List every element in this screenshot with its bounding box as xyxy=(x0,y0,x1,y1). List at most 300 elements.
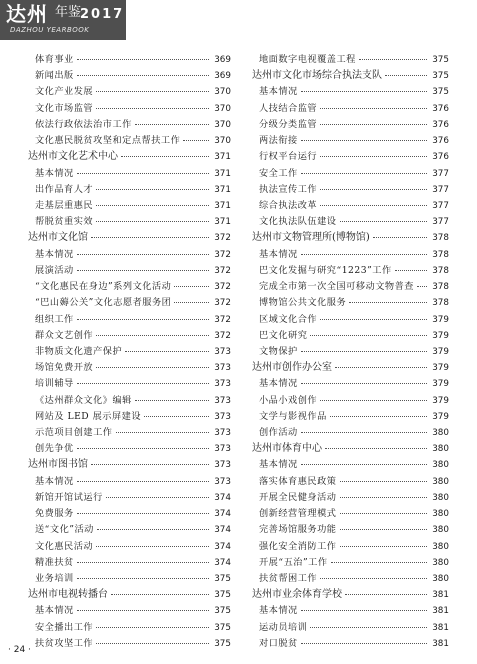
toc-entry xyxy=(28,522,231,538)
toc-entry xyxy=(252,328,449,344)
toc-entry xyxy=(28,198,231,214)
toc-entry xyxy=(252,52,449,68)
toc-entry-page: 377 xyxy=(432,200,449,211)
toc-entry xyxy=(28,555,231,571)
dot-leader xyxy=(183,140,209,141)
toc-entry-page: 379 xyxy=(432,411,449,422)
toc-entry-page: 372 xyxy=(214,298,231,309)
dot-leader xyxy=(301,140,427,141)
dot-leader xyxy=(301,351,427,352)
toc-entry xyxy=(252,344,449,360)
toc-entry-page: 375 xyxy=(214,606,231,617)
toc-entry-title: 执法宣传工作 xyxy=(259,183,318,195)
dot-leader xyxy=(91,464,209,465)
dot-leader xyxy=(340,546,428,547)
toc-entry xyxy=(28,68,231,84)
toc-entry-title: 群众文艺创作 xyxy=(35,329,94,341)
toc-section-entry xyxy=(28,587,231,603)
toc-entry xyxy=(28,279,231,295)
toc-entry xyxy=(28,360,231,376)
toc-entry-page: 372 xyxy=(214,249,231,260)
dot-leader xyxy=(310,627,427,628)
toc-entry-title: 培训辅导 xyxy=(35,378,74,390)
banner-city-name: 达州 xyxy=(6,2,48,26)
toc-entry xyxy=(28,603,231,619)
toc-entry-page: 381 xyxy=(432,590,449,601)
dot-leader xyxy=(340,481,428,482)
dot-leader xyxy=(320,189,427,190)
banner-year: 2017 xyxy=(80,7,125,22)
toc-entry-page: 370 xyxy=(214,87,231,98)
toc-entry-page: 380 xyxy=(432,444,449,455)
toc-entry-title: 完善场馆服务功能 xyxy=(259,524,337,536)
toc-entry-page: 379 xyxy=(432,363,449,374)
toc-entry xyxy=(252,182,449,198)
toc-entry-page: 381 xyxy=(432,622,449,633)
toc-entry xyxy=(28,490,231,506)
toc-entry-title: 展演活动 xyxy=(35,264,74,276)
toc-entry-page: 373 xyxy=(214,411,231,422)
dot-leader xyxy=(96,643,209,644)
toc-entry xyxy=(252,571,449,587)
dot-leader xyxy=(77,254,209,255)
toc-entry-title: 文物保护 xyxy=(259,345,298,357)
toc-entry xyxy=(28,344,231,360)
toc-entry xyxy=(252,295,449,311)
banner-nianjian: 年鉴 xyxy=(55,5,82,20)
toc-entry-page: 371 xyxy=(214,200,231,211)
toc-entry xyxy=(252,636,449,652)
dot-leader xyxy=(106,497,209,498)
dot-leader xyxy=(77,59,209,60)
toc-entry-title: 文化执法队伍建设 xyxy=(259,216,337,228)
toc-entry xyxy=(28,376,231,392)
toc-entry xyxy=(28,182,231,198)
toc-entry-page: 373 xyxy=(214,476,231,487)
dot-leader xyxy=(301,254,427,255)
dot-leader xyxy=(325,448,427,449)
toc-entry-title: 达州市文化馆 xyxy=(28,232,88,244)
toc-entry-title: 强化安全消防工作 xyxy=(259,540,337,552)
toc-entry-title: 依法行政依法治市工作 xyxy=(35,118,132,130)
toc-entry xyxy=(28,539,231,555)
toc-entry-title: 新馆开馆试运行 xyxy=(35,491,103,503)
toc-entry-page: 373 xyxy=(214,346,231,357)
dot-leader xyxy=(320,319,427,320)
toc-entry-title: 免费服务 xyxy=(35,508,74,520)
toc-entry-title: 基本情况 xyxy=(35,605,74,617)
toc-entry-title: 扶贫攻坚工作 xyxy=(35,637,94,649)
toc-entry-title: “文化惠民在身边”系列文化活动 xyxy=(35,281,172,293)
toc-entry-title: 文化产业发展 xyxy=(35,86,94,98)
dot-leader xyxy=(96,108,209,109)
dot-leader xyxy=(359,59,427,60)
toc-entry-title: 达州市体育中心 xyxy=(252,443,322,455)
toc-entry-page: 375 xyxy=(214,638,231,649)
toc-entry xyxy=(28,295,231,311)
dot-leader xyxy=(340,529,428,530)
toc-entry-title: 基本情况 xyxy=(35,167,74,179)
dot-leader xyxy=(340,497,428,498)
dot-leader xyxy=(301,173,427,174)
dot-leader xyxy=(77,562,209,563)
toc-entry-title: 文化惠民脱贫攻坚和定点帮扶工作 xyxy=(35,135,181,147)
toc-entry-page: 376 xyxy=(432,152,449,163)
toc-entry xyxy=(252,101,449,117)
toc-entry-page: 380 xyxy=(432,574,449,584)
dot-leader xyxy=(96,335,209,336)
toc-entry-page: 379 xyxy=(432,395,449,406)
dot-leader xyxy=(385,75,427,76)
toc-entry-title: 走基层重惠民 xyxy=(35,199,94,211)
toc-entry-title: 开展全民健身活动 xyxy=(259,491,337,503)
toc-entry-page: 372 xyxy=(214,330,231,341)
toc-entry-page: 371 xyxy=(214,168,231,179)
toc-entry xyxy=(252,490,449,506)
toc-entry xyxy=(252,539,449,555)
toc-entry xyxy=(28,506,231,522)
toc-entry xyxy=(252,198,449,214)
toc-entry-title: 网站及 LED 展示屏建设 xyxy=(35,410,142,422)
toc-section-entry xyxy=(252,360,449,376)
toc-section-entry xyxy=(252,68,449,84)
dot-leader xyxy=(77,610,209,611)
toc-entry-page: 374 xyxy=(214,557,231,568)
dot-leader xyxy=(174,286,209,287)
toc-entry xyxy=(28,263,231,279)
toc-section-entry xyxy=(252,230,449,246)
toc-entry-title: 开展“五治”工作 xyxy=(259,556,328,568)
page-number: · 24 · xyxy=(8,645,31,655)
toc-entry-title: 精准扶贫 xyxy=(35,556,74,568)
toc-entry-page: 377 xyxy=(432,168,449,179)
toc-entry-page: 373 xyxy=(214,428,231,439)
toc-entry xyxy=(252,149,449,165)
toc-entry-title: 运动员培训 xyxy=(259,621,308,633)
toc-entry xyxy=(28,393,231,409)
toc-entry-page: 379 xyxy=(432,346,449,357)
toc-entry xyxy=(252,117,449,133)
dot-leader xyxy=(96,627,209,628)
dot-leader xyxy=(77,173,209,174)
toc-entry-title: 两法衔接 xyxy=(259,135,298,147)
toc-entry-title: 博物馆公共文化服务 xyxy=(259,297,347,309)
toc-entry-title: 行权平台运行 xyxy=(259,151,318,163)
toc-entry-page: 380 xyxy=(432,525,449,536)
toc-entry xyxy=(252,312,449,328)
dot-leader xyxy=(395,270,427,271)
toc-entry-title: 巴文化发掘与研究“1223”工作 xyxy=(259,264,392,276)
toc-entry xyxy=(252,393,449,409)
toc-entry-title: 完成全市第一次全国可移动文物普查 xyxy=(259,281,414,293)
toc-entry xyxy=(28,133,231,149)
toc-entry-page: 378 xyxy=(432,282,449,293)
toc-entry-page: 371 xyxy=(214,152,231,163)
toc-entry xyxy=(252,522,449,538)
toc-entry xyxy=(252,376,449,392)
toc-entry-page: 373 xyxy=(214,444,231,455)
toc-entry-title: “巴山薅公关”文化志愿者服务团 xyxy=(35,297,172,309)
toc-entry-title: 基本情况 xyxy=(259,605,298,617)
dot-leader xyxy=(91,237,209,238)
toc-entry-page: 379 xyxy=(432,379,449,390)
toc-entry-page: 380 xyxy=(432,541,449,552)
toc-right-column xyxy=(252,52,449,652)
toc-entry-page: 375 xyxy=(432,71,449,82)
toc-entry-page: 377 xyxy=(432,217,449,228)
toc-entry-title: 创新经营管理模式 xyxy=(259,508,337,520)
toc-section-entry xyxy=(252,441,449,457)
toc-entry xyxy=(28,101,231,117)
toc-entry-title: 新闻出版 xyxy=(35,70,74,82)
toc-entry xyxy=(252,474,449,490)
toc-entry xyxy=(252,506,449,522)
toc-entry-page: 372 xyxy=(214,265,231,276)
toc-entry xyxy=(252,214,449,230)
dot-leader xyxy=(320,124,427,125)
dot-leader xyxy=(301,610,427,611)
toc-entry-page: 381 xyxy=(432,606,449,617)
dot-leader xyxy=(96,546,209,547)
dot-leader xyxy=(77,513,209,514)
toc-entry-title: 对口脱贫 xyxy=(259,637,298,649)
dot-leader xyxy=(373,237,427,238)
dot-leader xyxy=(135,124,209,125)
toc-entry-title: 落实体育惠民政策 xyxy=(259,475,337,487)
toc-entry-title: 基本情况 xyxy=(259,248,298,260)
toc-entry-title: 出作品育人才 xyxy=(35,183,94,195)
toc-entry-title: 达州市创作办公室 xyxy=(252,362,332,374)
toc-entry xyxy=(28,117,231,133)
toc-entry xyxy=(252,166,449,182)
toc-entry-title: 业务培训 xyxy=(35,573,74,584)
toc-entry-page: 379 xyxy=(432,314,449,325)
dot-leader xyxy=(345,594,427,595)
toc-entry-page: 375 xyxy=(214,622,231,633)
toc-entry-title: 达州市图书馆 xyxy=(28,459,88,471)
toc-entry-title: 达州市文物管理所(博物馆) xyxy=(252,232,370,244)
toc-entry-page: 369 xyxy=(214,55,231,65)
dot-leader xyxy=(144,416,209,417)
toc-entry-page: 374 xyxy=(214,492,231,503)
toc-entry-page: 369 xyxy=(214,71,231,82)
dot-leader xyxy=(301,432,427,433)
dot-leader xyxy=(310,335,427,336)
toc-entry-title: 达州市文化艺术中心 xyxy=(28,151,118,163)
toc-entry xyxy=(252,263,449,279)
toc-entry-page: 378 xyxy=(432,233,449,244)
toc-entry-title: 基本情况 xyxy=(259,459,298,471)
toc-section-entry xyxy=(28,457,231,473)
toc-entry-page: 372 xyxy=(214,233,231,244)
toc-entry-page: 371 xyxy=(214,184,231,195)
toc-entry-title: 文化市场监管 xyxy=(35,102,94,114)
toc-entry-title: 创作活动 xyxy=(259,427,298,439)
toc-entry xyxy=(28,328,231,344)
banner-english-title: DAZHOU YEARBOOK xyxy=(10,26,90,34)
toc-entry-page: 373 xyxy=(214,379,231,390)
toc-entry-page: 372 xyxy=(214,314,231,325)
toc-entry xyxy=(252,279,449,295)
dot-leader xyxy=(349,302,427,303)
dot-leader xyxy=(77,270,209,271)
toc-entry-title: 扶贫帮困工作 xyxy=(259,573,318,584)
dot-leader xyxy=(301,383,427,384)
toc-entry-title: 地面数字电视覆盖工程 xyxy=(259,54,356,65)
toc-entry xyxy=(28,247,231,263)
toc-entry-page: 380 xyxy=(432,509,449,520)
toc-entry-page: 378 xyxy=(432,249,449,260)
toc-entry-page: 380 xyxy=(432,492,449,503)
toc-entry-page: 372 xyxy=(214,282,231,293)
toc-entry xyxy=(28,636,231,652)
toc-entry-page: 376 xyxy=(432,103,449,114)
toc-entry xyxy=(28,84,231,100)
toc-entry-title: 综合执法改革 xyxy=(259,199,318,211)
dot-leader xyxy=(135,400,209,401)
toc-entry xyxy=(252,425,449,441)
dot-leader xyxy=(320,108,427,109)
dot-leader xyxy=(116,432,210,433)
dot-leader xyxy=(301,91,427,92)
toc-entry xyxy=(252,457,449,473)
toc-entry-page: 371 xyxy=(214,217,231,228)
toc-entry xyxy=(252,84,449,100)
dot-leader xyxy=(96,189,209,190)
toc-entry-page: 374 xyxy=(214,525,231,536)
toc-entry xyxy=(252,603,449,619)
toc-entry-page: 374 xyxy=(214,541,231,552)
dot-leader xyxy=(320,578,427,579)
dot-leader xyxy=(77,448,209,449)
toc-entry-page: 380 xyxy=(432,460,449,471)
toc-entry-page: 373 xyxy=(214,395,231,406)
dot-leader xyxy=(96,205,209,206)
toc-entry xyxy=(28,166,231,182)
toc-entry xyxy=(28,409,231,425)
toc-entry xyxy=(28,474,231,490)
toc-entry xyxy=(28,441,231,457)
toc-entry-page: 375 xyxy=(214,574,231,584)
dot-leader xyxy=(77,383,209,384)
toc-entry-page: 377 xyxy=(432,184,449,195)
toc-entry xyxy=(252,247,449,263)
toc-entry-title: 非物质文化遗产保护 xyxy=(35,345,123,357)
dot-leader xyxy=(77,578,209,579)
dot-leader xyxy=(320,400,427,401)
toc-entry-page: 381 xyxy=(432,638,449,649)
toc-entry-title: 安全工作 xyxy=(259,167,298,179)
toc-entry xyxy=(252,555,449,571)
toc-entry-page: 380 xyxy=(432,557,449,568)
toc-entry-page: 375 xyxy=(432,87,449,98)
toc-entry-title: 达州市业余体育学校 xyxy=(252,589,342,601)
toc-entry-page: 370 xyxy=(214,103,231,114)
dot-leader xyxy=(111,594,209,595)
toc-entry-title: 人技结合监管 xyxy=(259,102,318,114)
toc-entry-page: 379 xyxy=(432,330,449,341)
dot-leader xyxy=(320,205,427,206)
toc-entry-title: 文化惠民活动 xyxy=(35,540,94,552)
toc-entry xyxy=(28,571,231,587)
toc-entry-title: 场馆免费开放 xyxy=(35,362,94,374)
toc-entry-page: 370 xyxy=(214,136,231,147)
toc-entry-title: 示范项目创建工作 xyxy=(35,427,113,439)
toc-entry-title: 送“文化”活动 xyxy=(35,524,94,536)
dot-leader xyxy=(301,643,427,644)
toc-entry-title: 区域文化合作 xyxy=(259,313,318,325)
toc-entry xyxy=(252,620,449,636)
toc-entry xyxy=(28,214,231,230)
toc-entry-title: 基本情况 xyxy=(259,86,298,98)
toc-section-entry xyxy=(28,149,231,165)
toc-entry-page: 380 xyxy=(432,428,449,439)
toc-entry-title: 帮脱贫重实效 xyxy=(35,216,94,228)
dot-leader xyxy=(77,75,209,76)
toc-entry-title: 达州市电视转播台 xyxy=(28,589,108,601)
toc-entry-page: 374 xyxy=(214,509,231,520)
toc-entry xyxy=(28,52,231,68)
dot-leader xyxy=(417,286,427,287)
dot-leader xyxy=(96,367,209,368)
toc-entry-title: 文学与影视作品 xyxy=(259,410,327,422)
toc-entry-title: 组织工作 xyxy=(35,313,74,325)
dot-leader xyxy=(121,156,209,157)
toc-entry xyxy=(28,620,231,636)
dot-leader xyxy=(320,156,427,157)
dot-leader xyxy=(97,529,209,530)
dot-leader xyxy=(340,221,428,222)
toc-entry-page: 376 xyxy=(432,136,449,147)
toc-entry-page: 375 xyxy=(214,590,231,601)
toc-entry xyxy=(252,409,449,425)
toc-entry-title: 基本情况 xyxy=(259,378,298,390)
toc-entry-title: 《达州群众文化》编辑 xyxy=(35,394,132,406)
toc-entry-title: 体育事业 xyxy=(35,54,74,65)
toc-left-column xyxy=(28,52,231,652)
dot-leader xyxy=(340,513,428,514)
toc-entry-title: 小品小戏创作 xyxy=(259,394,318,406)
dot-leader xyxy=(174,302,209,303)
dot-leader xyxy=(335,367,427,368)
dot-leader xyxy=(301,464,427,465)
toc-entry-page: 378 xyxy=(432,298,449,309)
toc-section-entry xyxy=(28,230,231,246)
yearbook-banner xyxy=(0,0,126,40)
toc-entry-title: 基本情况 xyxy=(35,475,74,487)
toc-entry-title: 安全播出工作 xyxy=(35,621,94,633)
toc-entry xyxy=(252,133,449,149)
dot-leader xyxy=(125,351,209,352)
toc-entry-title: 达州市文化市场综合执法支队 xyxy=(252,70,382,82)
toc-entry-title: 创先争优 xyxy=(35,443,74,455)
toc-section-entry xyxy=(252,587,449,603)
toc-entry-page: 370 xyxy=(214,119,231,130)
dot-leader xyxy=(96,221,209,222)
dot-leader xyxy=(77,319,209,320)
dot-leader xyxy=(96,91,209,92)
dot-leader xyxy=(331,562,427,563)
toc-entry-page: 373 xyxy=(214,460,231,471)
toc-entry-page: 373 xyxy=(214,363,231,374)
toc-entry-title: 巴文化研究 xyxy=(259,329,308,341)
dot-leader xyxy=(330,416,427,417)
toc-entry-page: 376 xyxy=(432,119,449,130)
toc-entry-title: 基本情况 xyxy=(35,248,74,260)
toc-entry xyxy=(28,425,231,441)
toc-entry-title: 分级分类监管 xyxy=(259,118,318,130)
dot-leader xyxy=(77,481,209,482)
